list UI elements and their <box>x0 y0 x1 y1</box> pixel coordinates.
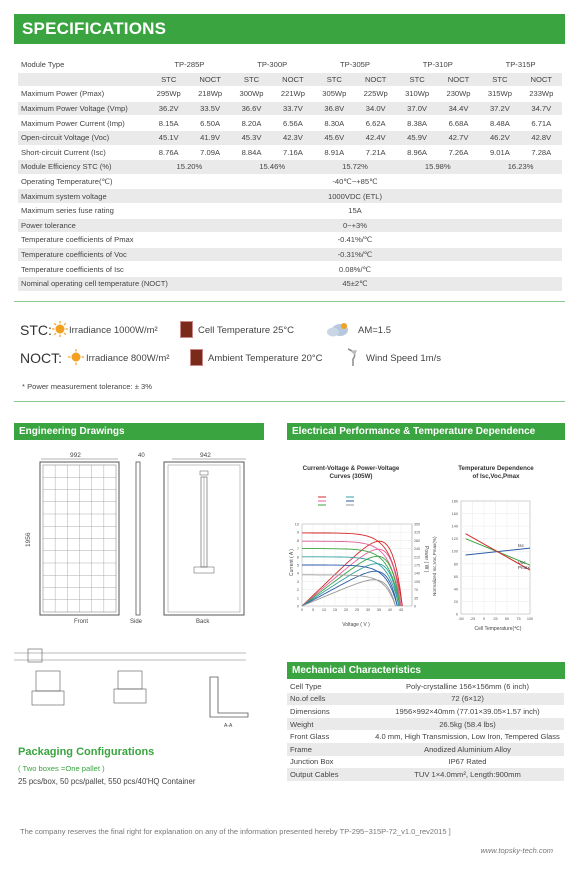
noct-value: 42.3V <box>282 133 303 143</box>
table-row <box>18 189 562 204</box>
cell-temperature-icon <box>180 321 193 338</box>
chart2-ylabel: Normalized Isc,Voc,Pmax(%) <box>432 536 437 596</box>
row-label: Maximum series fuse rating <box>21 206 114 216</box>
noct-header: NOCT <box>447 74 470 84</box>
row-label: Temperature coefficients of Pmax <box>21 235 134 245</box>
stc-noct-pair <box>314 75 397 84</box>
row-label: Open-circuit Voltage (Voc) <box>21 133 110 143</box>
stc-irradiance: Irradiance 1000W/m² <box>69 325 158 336</box>
noct-value: 7.09A <box>200 147 221 157</box>
noct-value: 34.7V <box>531 104 552 114</box>
chart2-series-label: Isc <box>518 543 524 549</box>
row-label: Temperature coefficients of Voc <box>21 250 127 260</box>
stc-noct-pair <box>479 75 562 84</box>
stc-value: 45.3V <box>241 133 262 143</box>
value-pair <box>396 89 479 98</box>
chart2-ytick-label: 180 <box>451 499 458 504</box>
value-pair <box>396 133 479 142</box>
chart2-ytick-label: 60 <box>453 574 458 579</box>
mechanical-key: No.of cells <box>290 694 326 704</box>
dim-width: 992 <box>70 452 81 459</box>
noct-value: 7.28A <box>531 147 552 157</box>
stc-value: 36.6V <box>241 104 262 114</box>
value-pair <box>479 89 562 98</box>
electrical-performance-header: Electrical Performance & Temperature Dependence <box>287 423 565 440</box>
sun-icon <box>52 321 68 342</box>
model-name: TP-315P <box>505 60 536 70</box>
mechanical-row <box>287 768 564 781</box>
mechanical-key: Dimensions <box>290 706 330 716</box>
stc-value: 8.48A <box>489 118 510 128</box>
mechanical-value: 72 (6×12) <box>451 694 484 704</box>
noct-header: NOCT <box>530 74 553 84</box>
dim-height: 1956 <box>25 532 32 547</box>
stc-header: STC <box>243 74 260 84</box>
chart1-y2tick-label: 35 <box>414 596 418 601</box>
stc-value: 36.2V <box>158 104 179 114</box>
chart1-y2tick-label: 70 <box>414 588 418 593</box>
divider <box>14 301 565 302</box>
row-value: -0.31%/℃ <box>337 250 373 260</box>
value-pair <box>148 104 231 113</box>
mechanical-row <box>287 680 564 693</box>
stc-noct-row <box>18 73 562 88</box>
value-pair <box>314 133 397 142</box>
value-pair <box>148 119 231 128</box>
table-row <box>18 131 562 146</box>
value-pair <box>231 148 314 157</box>
noct-value: 33.7V <box>282 104 303 114</box>
packaging-detail: 25 pcs/box, 50 pcs/pallet, 550 pcs/40'HQ Container <box>18 777 196 786</box>
stc-value: 8.20A <box>241 118 262 128</box>
stc-value: 8.91A <box>324 147 345 157</box>
table-row <box>18 87 562 102</box>
dim-back: 942 <box>200 452 211 459</box>
value-pair <box>479 148 562 157</box>
stc-noct-pair <box>396 75 479 84</box>
power-tolerance-note: * Power measurement tolerance: ± 3% <box>22 382 152 391</box>
efficiency-row <box>18 160 562 175</box>
chart1-title-line2: Curves (305W) <box>329 473 373 480</box>
footer-disclaimer: The company reserves the final right for explanation on any of the information presented hereby TP-295~315P-72_v1.0_rev2015 ] <box>20 827 451 836</box>
page-title: SPECIFICATIONS <box>14 14 565 44</box>
stc-value: 37.0V <box>407 104 428 114</box>
engineering-drawings <box>14 447 276 633</box>
chart1-xtick-label: 45 <box>398 608 404 612</box>
noct-ambient-temperature: Ambient Temperature 20°C <box>208 353 323 364</box>
noct-value: 233Wp <box>529 89 554 99</box>
row-label: Maximum Power Current (Imp) <box>21 118 125 128</box>
efficiency-value: 15.46% <box>259 162 286 172</box>
row-label: Module Type <box>21 60 65 70</box>
stc-value: 8.38A <box>407 118 428 128</box>
side-label: Side <box>130 619 143 625</box>
table-row <box>18 277 562 292</box>
mechanical-key: Junction Box <box>290 757 334 767</box>
value-pair <box>396 119 479 128</box>
stc-noct-pair <box>148 75 231 84</box>
noct-value: 34.4V <box>448 104 469 114</box>
stc-value: 45.1V <box>158 133 179 143</box>
chart2-ytick-label: 160 <box>451 512 458 517</box>
efficiency-value: 15.98% <box>424 162 451 172</box>
stc-value: 37.2V <box>489 104 510 114</box>
table-row <box>18 102 562 117</box>
stc-value: 9.01A <box>489 147 510 157</box>
noct-header: NOCT <box>199 74 221 84</box>
ambient-temperature-icon <box>190 349 203 366</box>
noct-value: 230Wp <box>446 89 471 99</box>
chart2-xtick-label: 0 <box>482 617 486 621</box>
mechanical-key: Output Cables <box>290 769 339 779</box>
chart1-xtick-label: 25 <box>354 608 360 612</box>
noct-value: 34.0V <box>365 104 386 114</box>
stc-noct-pair <box>231 75 314 84</box>
electrical-charts <box>288 446 565 636</box>
value-pair <box>314 104 397 113</box>
value-pair <box>148 133 231 142</box>
row-label: Maximum system voltage <box>21 191 107 201</box>
row-value: 1000VDC (ETL) <box>327 191 383 201</box>
chart2-ytick-label: 100 <box>451 549 458 554</box>
noct-value: 7.16A <box>282 147 303 157</box>
value-pair <box>148 148 231 157</box>
row-label: Nominal operating cell temperature (NOCT) <box>21 279 168 289</box>
mechanical-row <box>287 705 564 718</box>
efficiency-value: 15.72% <box>342 162 368 172</box>
noct-value: 6.56A <box>282 118 303 128</box>
mechanical-value: Anodized Aluminium Alloy <box>424 744 511 754</box>
mechanical-header: Mechanical Characteristics <box>287 662 565 679</box>
mechanical-value: TUV 1×4.0mm², Length:900mm <box>414 769 521 779</box>
mechanical-table <box>287 680 564 781</box>
stc-value: 310Wp <box>405 89 430 99</box>
dim-depth: 40 <box>138 453 145 459</box>
chart1-y2tick-label: 280 <box>414 538 420 543</box>
stc-value: 8.84A <box>241 147 262 157</box>
chart1-ylabel: Current ( A ) <box>289 549 295 576</box>
row-value: 0.08%/℃ <box>338 264 372 274</box>
value-pair <box>396 148 479 157</box>
front-label: Front <box>74 619 89 625</box>
chart1-xtick-label: 30 <box>365 608 371 612</box>
cloud-icon <box>326 321 350 342</box>
stc-conditions <box>20 322 52 338</box>
chart2-ytick-label: 80 <box>453 562 458 567</box>
chart2-title-line2: of Isc,Voc,Pmax <box>472 473 520 480</box>
table-row <box>18 146 562 161</box>
stc-value: 300Wp <box>239 89 264 99</box>
chart1-y2tick-label: 105 <box>414 579 420 584</box>
chart1-y2tick-label: 0 <box>414 604 416 609</box>
chart2-ytick-label: 0 <box>455 612 458 617</box>
chart1-y2tick-label: 210 <box>414 555 420 560</box>
noct-value: 7.26A <box>448 147 469 157</box>
chart1-xtick-label: 35 <box>376 608 382 612</box>
value-pair <box>231 133 314 142</box>
noct-value: 218Wp <box>198 89 223 99</box>
specifications-table <box>18 58 562 292</box>
noct-value: 42.8V <box>531 133 552 143</box>
frame-profile-drawings <box>14 645 276 740</box>
chart1-xtick-label: 40 <box>387 608 393 612</box>
stc-value: 8.76A <box>158 147 179 157</box>
chart1-y2tick-label: 315 <box>414 530 420 535</box>
table-row <box>18 204 562 219</box>
chart1-ytick-label: 0 <box>296 604 299 609</box>
row-label: Temperature coefficients of Isc <box>21 264 124 274</box>
engineering-drawings-header: Engineering Drawings <box>14 423 264 440</box>
stc-value: 36.8V <box>324 104 345 114</box>
chart2-title-line1: Temperature Dependence <box>458 465 534 472</box>
value-pair <box>231 104 314 113</box>
stc-value: 305Wp <box>322 89 347 99</box>
chart1-xtick-label: 20 <box>343 608 349 612</box>
noct-irradiance: Irradiance 800W/m² <box>86 353 170 364</box>
chart1-ytick-label: 9 <box>296 530 299 535</box>
chart2-xtick-label: 100 <box>526 617 534 621</box>
mechanical-row <box>287 718 564 731</box>
mechanical-key: Front Glass <box>290 732 330 742</box>
noct-header: NOCT <box>364 74 387 84</box>
chart1-xtick-label: 15 <box>332 608 338 612</box>
row-label: Power tolerance <box>21 220 76 230</box>
wind-icon <box>346 347 360 372</box>
noct-value: 225Wp <box>363 89 388 99</box>
section-label: A-A <box>224 723 233 729</box>
row-value: 45±2℃ <box>342 279 368 289</box>
mechanical-row <box>287 693 564 706</box>
chart1-y2tick-label: 350 <box>414 522 420 527</box>
mechanical-value: IP67 Rated <box>448 757 487 767</box>
stc-value: 8.96A <box>407 147 428 157</box>
table-row <box>18 233 562 248</box>
chart2-ytick-label: 140 <box>451 524 458 529</box>
chart2-series-label: Voc <box>518 560 526 566</box>
chart1-y2tick-label: 140 <box>414 571 420 576</box>
efficiency-value: 15.20% <box>176 162 203 172</box>
stc-header: STC <box>409 74 425 84</box>
mechanical-row <box>287 756 564 769</box>
mechanical-value: 26.5kg (58.4 lbs) <box>439 719 496 729</box>
noct-value: 41.9V <box>200 133 221 143</box>
chart1-xtick-label: 0 <box>300 608 304 612</box>
noct-value: 33.5V <box>200 104 221 114</box>
chart1-ytick-label: 1 <box>296 596 299 601</box>
row-label: Module Efficiency STC (%) <box>21 162 112 172</box>
value-pair <box>314 89 397 98</box>
noct-header: NOCT <box>282 74 304 84</box>
value-pair <box>479 133 562 142</box>
chart2-ytick-label: 20 <box>453 599 458 604</box>
stc-value: 46.2V <box>489 133 510 143</box>
chart2-ytick-label: 40 <box>453 587 458 592</box>
stc-value: 315Wp <box>487 89 512 99</box>
noct-value: 6.50A <box>200 118 221 128</box>
stc-cell-temperature: Cell Temperature 25°C <box>198 325 295 336</box>
noct-value: 6.71A <box>531 118 552 128</box>
chart1-xlabel: Voltage ( V ) <box>342 622 370 628</box>
efficiency-value: 16.23% <box>507 162 534 172</box>
chart1-ytick-label: 2 <box>296 588 299 593</box>
value-pair <box>396 104 479 113</box>
chart2-xtick-label: -25 <box>469 617 476 621</box>
noct-value: 7.21A <box>365 147 386 157</box>
value-pair <box>231 119 314 128</box>
chart1-title-line1: Current-Voltage & Power-Voltage <box>302 465 400 472</box>
chart1-y2label: Power ( W ) <box>423 546 429 573</box>
model-name: TP-300P <box>257 60 288 70</box>
row-label: Maximum Power (Pmax) <box>21 89 105 99</box>
footer-website[interactable]: www.topsky-tech.com <box>480 846 553 855</box>
value-pair <box>231 89 314 98</box>
table-row <box>18 262 562 277</box>
chart1-ytick-label: 6 <box>296 555 299 560</box>
row-label: Maximum Power Voltage (Vmp) <box>21 104 128 114</box>
chart2-xtick-label: 25 <box>493 617 498 621</box>
module-type-row <box>18 58 562 73</box>
value-pair <box>314 119 397 128</box>
noct-label: NOCT: <box>20 350 62 366</box>
mechanical-row <box>287 743 564 756</box>
chart1-xtick-label: 5 <box>311 608 315 612</box>
chart2-ytick-label: 120 <box>451 537 458 542</box>
row-label: Operating Temperature(℃) <box>21 177 113 187</box>
chart1-ytick-label: 8 <box>296 538 299 543</box>
value-pair <box>148 89 231 98</box>
mechanical-value: Poly-crystalline 156×156mm (6 inch) <box>405 681 530 691</box>
side-view <box>136 462 140 615</box>
row-value: -40℃~+85℃ <box>332 177 378 187</box>
chart1-ytick-label: 7 <box>296 547 299 552</box>
stc-value: 45.6V <box>324 133 345 143</box>
row-value: 0~+3% <box>342 220 368 230</box>
stc-value: 8.15A <box>158 118 179 128</box>
mechanical-value: 4.0 mm, High Transmission, Low Iron, Tempered Glass <box>375 732 560 742</box>
mechanical-value: 1956×992×40mm (77.01×39.05×1.57 inch) <box>395 706 540 716</box>
table-row <box>18 219 562 234</box>
chart2-series-label: Pmax <box>518 565 530 571</box>
back-label: Back <box>196 619 210 625</box>
stc-header: STC <box>326 74 342 84</box>
stc-label: STC: <box>20 322 52 338</box>
mechanical-key: Cell Type <box>290 681 322 691</box>
chart1-xtick-label: 10 <box>321 608 327 612</box>
stc-value: 45.9V <box>407 133 428 143</box>
noct-value: 6.68A <box>448 118 469 128</box>
noct-wind-speed: Wind Speed 1m/s <box>366 353 441 364</box>
chart1-ytick-label: 3 <box>296 579 299 584</box>
stc-value: 8.30A <box>324 118 345 128</box>
stc-am: AM=1.5 <box>358 325 392 336</box>
model-name: TP-305P <box>340 60 370 70</box>
stc-header: STC <box>492 74 508 84</box>
value-pair <box>314 148 397 157</box>
noct-value: 42.4V <box>365 133 386 143</box>
row-value: 15A <box>348 206 362 216</box>
noct-value: 221Wp <box>280 89 305 99</box>
chart2-xtick-label: 50 <box>504 617 510 621</box>
packaging-note: ( Two boxes =One pallet ) <box>18 764 105 773</box>
sun-icon <box>68 349 84 370</box>
model-name: TP-285P <box>174 60 205 70</box>
table-row <box>18 116 562 131</box>
mechanical-key: Weight <box>290 719 314 729</box>
chart2-xlabel: Cell Temperature(℃) <box>474 626 522 632</box>
row-label: Short-circuit Current (Isc) <box>21 147 106 157</box>
stc-header: STC <box>161 74 177 84</box>
chart1-ytick-label: 5 <box>296 563 299 568</box>
chart1-y2tick-label: 245 <box>414 547 420 552</box>
divider <box>14 401 565 402</box>
table-row <box>18 248 562 263</box>
value-pair <box>479 104 562 113</box>
model-name: TP-310P <box>422 60 453 70</box>
packaging-header: Packaging Configurations <box>18 746 155 758</box>
chart2-xtick-label: 75 <box>516 617 521 621</box>
chart1-ytick-label: 4 <box>296 571 299 576</box>
chart1-y2tick-label: 175 <box>414 563 420 568</box>
mechanical-key: Frame <box>290 744 312 754</box>
stc-value: 295Wp <box>156 89 181 99</box>
row-value: -0.41%/℃ <box>337 235 373 245</box>
table-row <box>18 175 562 190</box>
noct-value: 42.7V <box>448 133 469 143</box>
value-pair <box>479 119 562 128</box>
noct-value: 6.62A <box>365 118 386 128</box>
chart1-ytick-label: 10 <box>294 522 299 527</box>
mechanical-row <box>287 730 564 743</box>
chart2-xtick-label: -50 <box>458 617 464 621</box>
